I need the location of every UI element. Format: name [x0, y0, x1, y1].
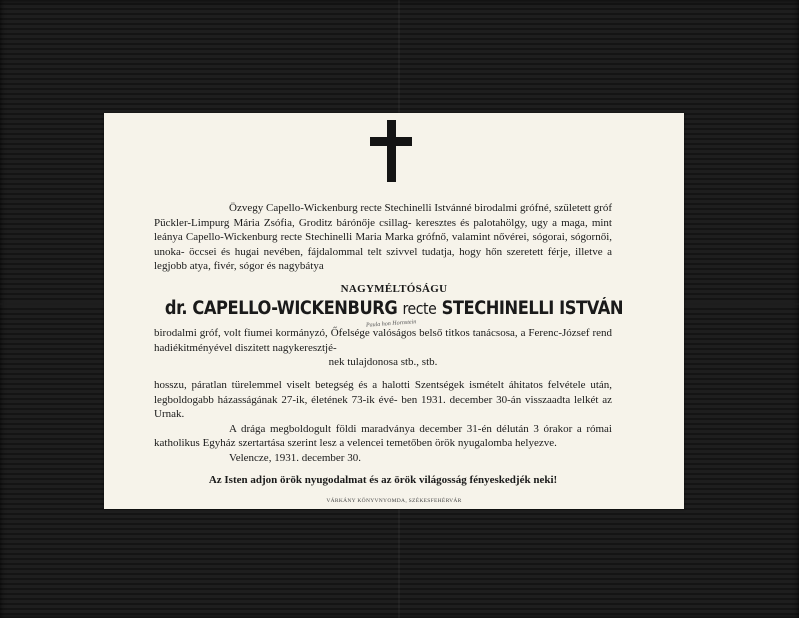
intro-paragraph [154, 201, 612, 274]
name-prefix: dr. [164, 298, 188, 319]
intro-line: Özvegy Capello-Wickenburg recte Stechinelli Istvánné birodalmi [229, 202, 518, 214]
titles-paragraph [154, 326, 612, 370]
honorific-heading: NAGYMÉLTÓSÁGU [340, 283, 448, 295]
death-line: áhitatos felvétele után, legboldogabb házasságának 27-ik, életének 73-ik évé- [154, 379, 613, 406]
handwritten-note: Paula hon Hornstein [365, 319, 417, 329]
death-line: ben 1931. december 30-án visszaadta lelkét az Urnak. [154, 393, 613, 420]
name-first: CAPELLO-WICKENBURG [192, 298, 398, 319]
death-line: hosszu, páratlan türelemmel viselt betegség és a halotti Szentségek ismételt [154, 379, 504, 391]
intro-line: férje, illetve a legjobb atya, fivér, sógor és nagybátya [154, 245, 613, 272]
intro-line: grófné, született gróf Pückler-Limpurg Mária Zsófia, Groditz bárónője csillag- [154, 202, 613, 229]
funeral-paragraph [154, 422, 612, 451]
title-line: nek tulajdonosa stb., stb. [328, 356, 438, 368]
title-line: birodalmi gróf, volt fiumei kormányzó, Őfelsége valóságos belső titkos [154, 327, 470, 339]
name-last: STECHINELLI ISTVÁN [441, 298, 624, 319]
deceased-name [139, 298, 649, 319]
funeral-line: A drága megboldogult földi maradványa december 31-én délután 3 [229, 422, 539, 435]
obituary-card [104, 113, 684, 509]
intro-line: Stechinelli Maria Marka grófnő, valamint nővérei, sógorai, sógornői, unoka- [154, 231, 612, 258]
intro-line: öccsei és hugai nevében, fájdalommal telt szivvel tudatja, hogy hőn szeretett [189, 245, 544, 258]
funeral-line: örök nyugalomba helyezve. [435, 437, 557, 449]
cross-icon [370, 120, 412, 182]
name-recte: recte [402, 299, 437, 318]
closing-blessing: Az Isten adjon örök nyugodalmat és az örök világosság fényeskedjék neki! [208, 474, 558, 486]
intro-line: keresztes és palotahölgy, ugy a maga, mint leánya Capello-Wickenburg recte [154, 216, 612, 243]
funeral-line: órakor a római katholikus Egyház szertartása szerint lesz a velencei temetőben [154, 422, 612, 449]
place-date: Velencze, 1931. december 30. [229, 451, 361, 464]
death-paragraph [154, 378, 612, 465]
title-line: tanácsosa, a Ferenc-József rend hadiékitményével diszitett nagykeresztjé- [154, 327, 613, 354]
printer-credit: VÁRKÁNY KÖNYVNYOMDA, SZÉKESFEHÉRVÁR [326, 498, 462, 504]
